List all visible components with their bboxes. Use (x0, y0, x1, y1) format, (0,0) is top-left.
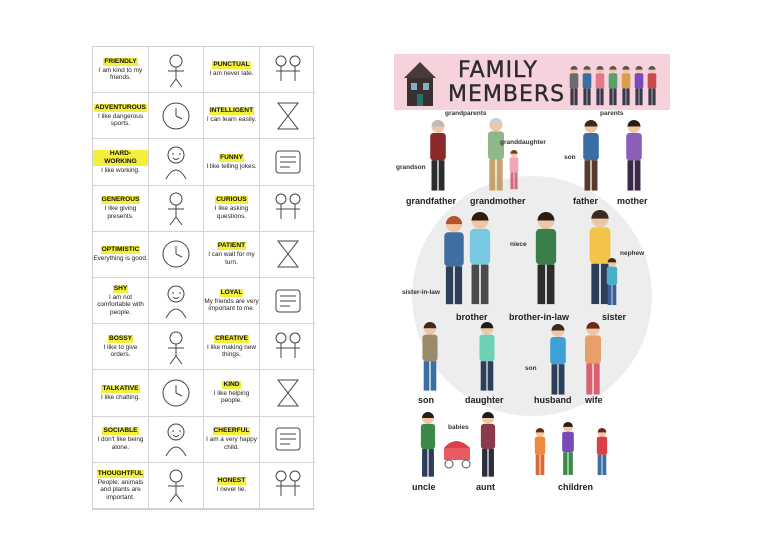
name-uncle: uncle (412, 482, 436, 492)
trait-picture (260, 370, 315, 416)
uncle-figure (421, 412, 435, 477)
trait-picture (149, 232, 204, 278)
label-sister-in-law: sister-in-law (402, 289, 440, 296)
label-son-top: son (564, 154, 576, 161)
trait-text-left (93, 93, 149, 139)
sister-in-law-figure (444, 216, 463, 304)
name-sister: sister (602, 312, 627, 322)
trait-text-left (93, 417, 149, 463)
label-parents: parents (600, 110, 624, 117)
trait-text-right (204, 139, 260, 185)
trait-word: BOSSY (108, 334, 133, 342)
trait-word: TALKATIVE (102, 384, 139, 392)
trait-picture (260, 232, 315, 278)
trait-picture (149, 47, 204, 93)
climber-icon (156, 97, 196, 135)
label-grandson: grandson (396, 164, 426, 171)
trait-picture (260, 47, 315, 93)
trait-picture (260, 139, 315, 185)
clown-icon (268, 143, 308, 181)
aunt-figure (481, 412, 495, 477)
label-granddaughter: granddaughter (500, 139, 546, 146)
trait-picture (149, 324, 204, 370)
trait-text-right (204, 278, 260, 324)
two-friends-icon (156, 51, 196, 89)
trait-description: I like asking questions. (214, 205, 249, 220)
trait-word: OPTIMISTIC (101, 246, 140, 254)
label-son-mid: son (525, 365, 537, 372)
trait-picture (149, 139, 204, 185)
boy-with-plant-icon (156, 466, 196, 504)
trait-text-left (93, 47, 149, 93)
trait-word: SHY (113, 284, 128, 292)
trait-description: I like working. (101, 166, 140, 174)
trait-description: Everything is good. (93, 255, 148, 263)
trait-word: HONEST (217, 477, 246, 485)
poster-title-line1: FAMILY (458, 58, 538, 83)
husband-figure (550, 324, 566, 395)
name-children: children (558, 482, 594, 492)
trait-text-left (93, 324, 149, 370)
father-figure (583, 120, 599, 191)
grandmother-figure (488, 118, 504, 191)
trait-text-left (93, 139, 149, 185)
name-mother: mother (617, 196, 648, 206)
trait-picture (260, 93, 315, 139)
question-kid-icon (268, 189, 308, 227)
trait-description: I like telling jokes. (206, 162, 257, 170)
wife-figure (585, 322, 601, 395)
label-nephew: nephew (620, 250, 645, 257)
trait-text-right (204, 93, 260, 139)
weightlifter-icon (156, 143, 196, 181)
trait-description: I like dangerous sports. (97, 112, 144, 128)
trait-word: CREATIVE (215, 334, 248, 342)
trait-description: I don't like being alone. (97, 436, 144, 451)
brain-head-icon (268, 97, 308, 135)
name-father: father (573, 196, 599, 206)
label-grandparents: grandparents (445, 110, 487, 117)
label-niece: niece (510, 241, 527, 248)
child-figure-3 (597, 428, 607, 475)
talking-kid-icon (156, 374, 196, 412)
trait-description: I am a very happy child. (206, 436, 257, 451)
trait-word: CURIOUS (216, 196, 247, 204)
trait-text-right (204, 47, 260, 93)
name-son: son (418, 395, 435, 405)
name-brother: brother (456, 312, 488, 322)
stroller-icon (444, 441, 470, 468)
name-wife: wife (585, 395, 603, 405)
name-grandfather: grandfather (406, 196, 457, 206)
trait-word: PUNCTUAL (213, 61, 250, 69)
cheerful-kid-icon (268, 420, 308, 458)
trait-word: PATIENT (217, 242, 246, 250)
trait-picture (260, 417, 315, 463)
trait-description: I can wait for my turn. (208, 251, 255, 266)
trait-word: INTELLIGENT (209, 107, 254, 115)
mother-figure (626, 120, 642, 191)
art-supplies-icon (268, 328, 308, 366)
name-grandmother: grandmother (470, 196, 526, 206)
gift-giving-icon (156, 189, 196, 227)
trait-description: I like helping people. (213, 389, 250, 405)
name-brother-in-law: brother-in-law (509, 312, 569, 322)
trait-text-left (93, 232, 149, 278)
trait-word: ADVENTUROUS (95, 103, 146, 111)
trait-text-right (204, 370, 260, 416)
trait-picture (149, 93, 204, 139)
trait-text-right (204, 417, 260, 463)
trait-text-left (93, 186, 149, 232)
trait-picture (149, 370, 204, 416)
trait-text-right (204, 186, 260, 232)
trait-word: THOUGHTFUL (97, 469, 144, 477)
trait-picture (260, 324, 315, 370)
trait-word: FRIENDLY (104, 57, 137, 65)
trait-description: I like giving presents. (104, 205, 137, 220)
trait-description: I am kind to my friends. (98, 66, 143, 82)
trait-description: I am not comfortable with people. (97, 293, 144, 316)
network-people-icon (156, 420, 196, 458)
name-husband: husband (534, 395, 572, 405)
trait-word: GENEROUS (101, 196, 140, 204)
name-aunt: aunt (476, 482, 495, 492)
helping-people-icon (268, 374, 308, 412)
trait-picture (149, 417, 204, 463)
family-figures (388, 50, 678, 502)
trait-description: I never lie. (216, 486, 247, 494)
label-babies: babies (448, 424, 469, 431)
trait-text-left (93, 370, 149, 416)
trait-picture (149, 186, 204, 232)
trait-word: KIND (223, 380, 240, 388)
trait-picture (149, 463, 204, 509)
trait-text-left (93, 463, 149, 509)
happy-kids-icon (156, 235, 196, 273)
sister-figure (590, 210, 611, 304)
trait-description: I can learn easily. (206, 116, 257, 124)
trait-text-right (204, 463, 260, 509)
trait-word: HARD-WORKING (93, 150, 148, 166)
daughter-figure (479, 322, 494, 391)
grandfather-figure (430, 120, 446, 191)
trait-word: LOYAL (220, 288, 243, 296)
clock-man-icon (268, 51, 308, 89)
family-members-poster (388, 50, 678, 502)
trait-word: CHEERFUL (213, 427, 250, 435)
brother-figure (470, 212, 490, 304)
trait-picture (260, 186, 315, 232)
shield-person-icon (268, 282, 308, 320)
trait-description: I like chatting. (100, 393, 141, 401)
son-figure (422, 322, 437, 391)
trait-picture (260, 463, 315, 509)
trait-word: FUNNY (220, 153, 243, 161)
trait-picture (260, 278, 315, 324)
scales-person-icon (268, 466, 308, 504)
name-daughter: daughter (465, 395, 504, 405)
poster-title-line2: MEMBERS (448, 82, 566, 107)
trait-description: My friends are very important to me. (204, 297, 259, 313)
trait-text-right (204, 324, 260, 370)
granddaughter-figure (510, 150, 519, 189)
trait-description: People, animals and plants are important. (97, 478, 144, 501)
trait-description: I am never late. (209, 70, 254, 78)
trait-word: SOCIABLE (103, 427, 138, 435)
child-figure-1 (535, 428, 545, 475)
trait-description: I like to give orders. (103, 343, 138, 359)
hourglass-icon (268, 235, 308, 273)
shy-girl-icon (156, 282, 196, 320)
brother-in-law-figure (536, 212, 556, 304)
personality-worksheet (92, 46, 314, 510)
megaphone-icon (156, 328, 196, 366)
trait-text-left (93, 278, 149, 324)
child-figure-2 (562, 422, 574, 475)
trait-description: I like making new things. (206, 343, 257, 359)
trait-picture (149, 278, 204, 324)
trait-text-right (204, 232, 260, 278)
